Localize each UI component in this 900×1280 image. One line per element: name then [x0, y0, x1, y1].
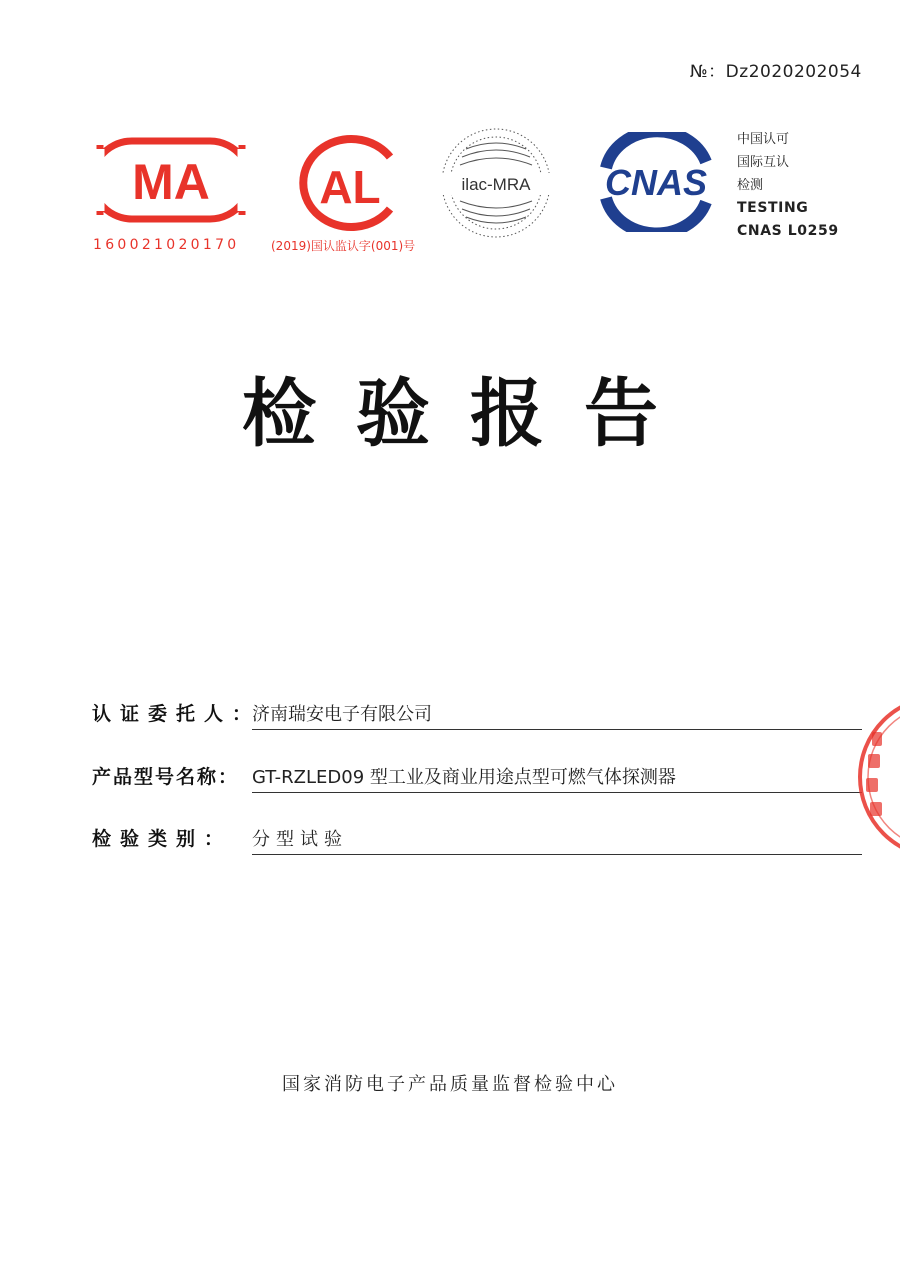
- cnas-line: 中国认可: [737, 132, 790, 147]
- cnas-line: 检测: [737, 178, 764, 193]
- report-number: №：Dz2020202054: [690, 62, 862, 82]
- client-field: [92, 700, 862, 730]
- product-underline: [252, 792, 862, 793]
- cma-number: 160021020170: [93, 237, 240, 253]
- test-type-value: 分型试验: [252, 829, 348, 850]
- report-title: 检验报告: [242, 371, 698, 457]
- cnas-line: CNAS L0259: [737, 223, 839, 239]
- cma-logo: [92, 135, 250, 225]
- ilac-mra-logo: [440, 127, 552, 239]
- test-type-field: [92, 825, 862, 855]
- cal-number: (2019)国认监认字(001)号: [271, 239, 416, 253]
- cal-logo: [290, 133, 408, 233]
- cnas-line: TESTING: [737, 200, 809, 216]
- cal-logo-text: AL: [319, 161, 381, 213]
- product-field: [92, 763, 862, 793]
- product-label: 产品型号名称：: [92, 766, 240, 788]
- cnas-logo-text: CNAS: [604, 162, 708, 203]
- client-underline: [252, 729, 862, 730]
- cnas-line: 国际互认: [737, 155, 790, 170]
- ilac-logo-text: ilac-MRA: [461, 175, 531, 194]
- cnas-accreditation-text: [737, 128, 839, 243]
- test-type-label: 检验类别：: [92, 828, 233, 850]
- client-value: 济南瑞安电子有限公司: [252, 704, 432, 725]
- cnas-logo: [588, 132, 724, 232]
- product-value: GT-RZLED09 型工业及商业用途点型可燃气体探测器: [252, 767, 676, 788]
- test-type-underline: [252, 854, 862, 855]
- issuer-name: 国家消防电子产品质量监督检验中心: [282, 1074, 618, 1095]
- client-label: 认证委托人：: [92, 703, 261, 725]
- official-seal: [852, 692, 900, 862]
- cma-logo-text: MA: [132, 154, 210, 210]
